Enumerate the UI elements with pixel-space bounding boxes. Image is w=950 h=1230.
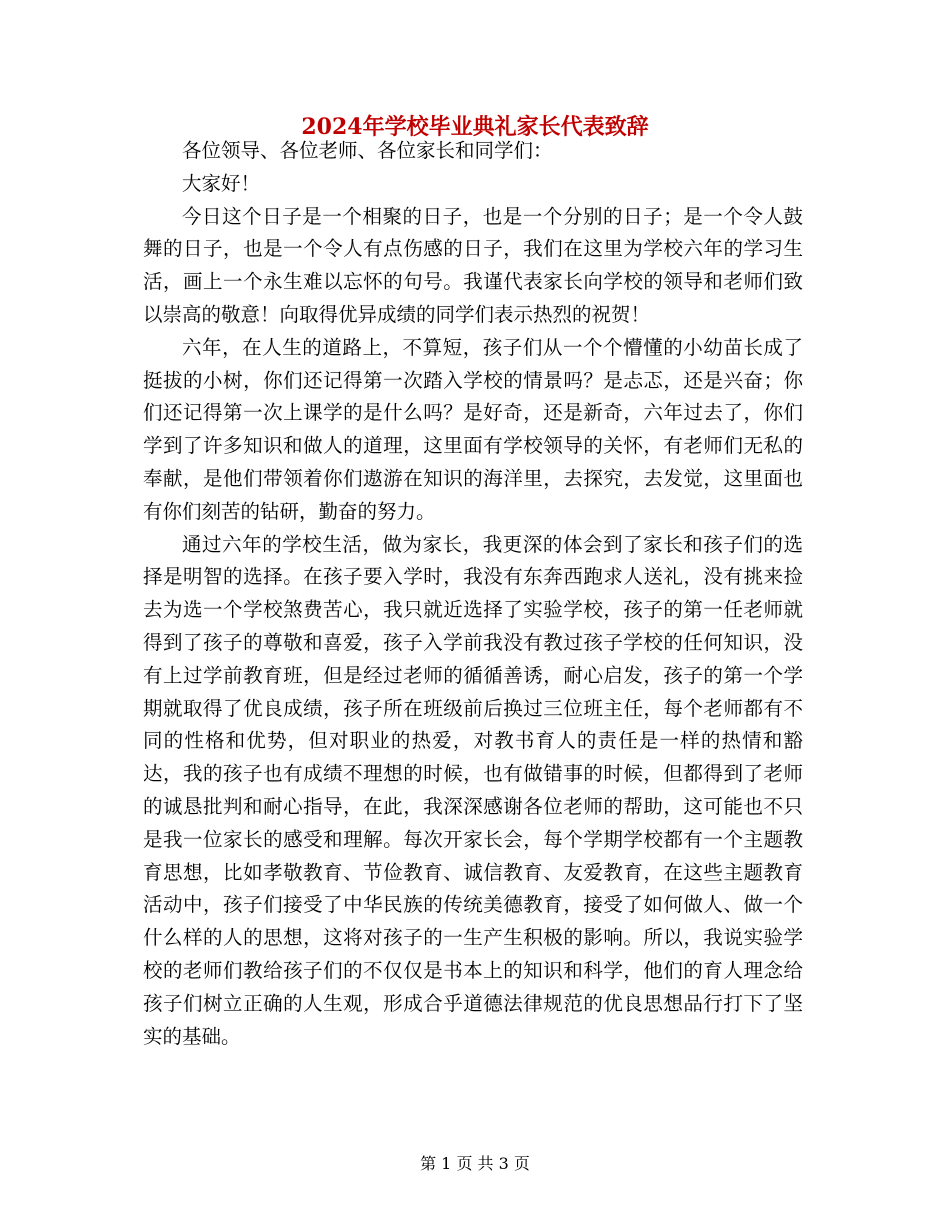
body-paragraph-3: 通过六年的学校生活，做为家长，我更深的体会到了家长和孩子们的选择是明智的选择。在孩子要入学时，我没有东奔西跑求人送礼，没有挑来捡去为选一个学校煞费苦心，我只就近选择了实验学校，孩子的第一任老师就得到了孩子的尊敬和喜爱，孩子入学前我没有教过孩子学校的任何知识，没有上过学前教育班，但是经过老师的循循善诱，耐心启发，孩子的第一个学期就取得了优良成绩，孩子所在班级前后换过三位班主任，每个老师都有不同的性格和优势，但对职业的热爱，对教书育人的责任是一样的热情和豁达，我的孩子也有成绩不理想的时候，也有做错事的时候，但都得到了老师的诚恳批判和耐心指导，在此，我深深感谢各位老师的帮助，这可能也不只是我一位家长的感受和理解。每次开家长会，每个学期学校都有一个主题教育思想，比如孝敬教育、节俭教育、诚信教育、友爱教育，在这些主题教育活动中，孩子们接受了中华民族的传统美德教育，接受了如何做人、做一个什么样的人的思想，这将对孩子的一生产生积极的影响。所以，我说实验学校的老师们教给孩子们的不仅仅是书本上的知识和科学，他们的育人理念给孩子们树立正确的人生观，形成合乎道德法律规范的优良思想品行打下了坚实的基础。	[143, 532, 803, 1048]
page-number-footer: 第 1 页 共 3 页	[420, 1154, 530, 1173]
salutation-paragraph: 各位领导、各位老师、各位家长和同学们：	[182, 139, 553, 162]
document-title: 2024年学校毕业典礼家长代表致辞	[301, 114, 649, 140]
body-paragraph-1: 今日这个日子是一个相聚的日子，也是一个分别的日子；是一个令人鼓舞的日子，也是一个令人有点伤感的日子，我们在这里为学校六年的学习生活，画上一个永生难以忘怀的句号。我谨代表家长向学校的领导和老师们致以崇高的敬意！向取得优异成绩的同学们表示热烈的祝贺！	[143, 204, 803, 326]
greeting-paragraph: 大家好！	[182, 171, 261, 195]
body-paragraph-2: 六年，在人生的道路上，不算短，孩子们从一个个懵懂的小幼苗长成了挺拔的小树，你们还记得第一次踏入学校的情景吗？是忐忑，还是兴奋；你们还记得第一次上课学的是什么吗？是好奇，还是新奇，六年过去了，你们学到了许多知识和做人的道理，这里面有学校领导的关怀，有老师们无私的奉献，是他们带领着你们遨游在知识的海洋里，去探究，去发觉，这里面也有你们刻苦的钻研，勤奋的努力。	[143, 335, 803, 523]
document-body	[143, 135, 803, 1053]
